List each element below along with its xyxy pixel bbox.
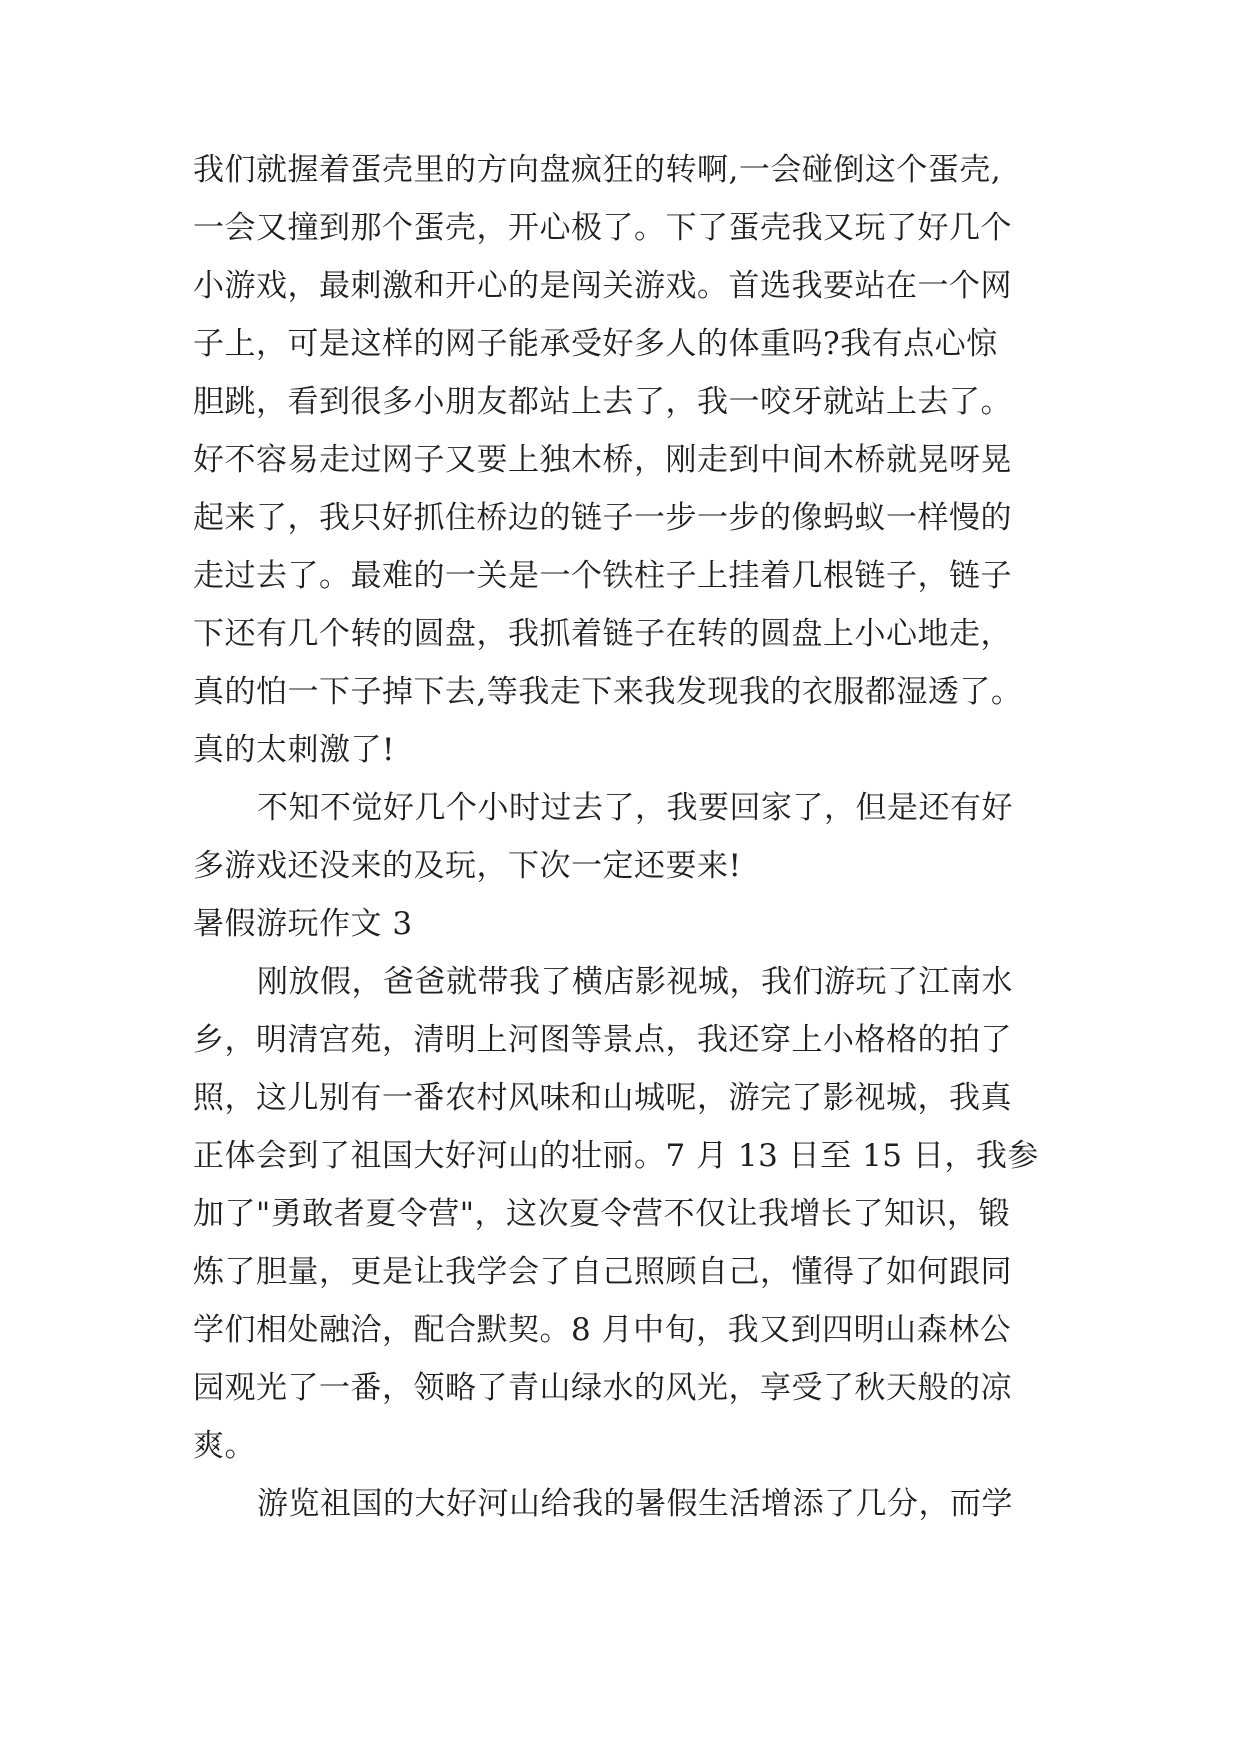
- text-line: 乡，明清宫苑，清明上河图等景点，我还穿上小格格的拍了: [193, 1022, 1012, 1058]
- text-line: 爽。: [193, 1428, 256, 1464]
- text-line: 一会又撞到那个蛋壳，开心极了。下了蛋壳我又玩了好几个: [193, 210, 1012, 246]
- text-line: 子上，可是这样的网子能承受好多人的体重吗?我有点心惊: [193, 326, 998, 362]
- text-line: 真的怕一下子掉下去,等我走下来我发现我的衣服都湿透了。: [193, 674, 1023, 710]
- text-line: 我们就握着蛋壳里的方向盘疯狂的转啊,一会碰倒这个蛋壳,: [193, 152, 1002, 188]
- text-line: 炼了胆量，更是让我学会了自己照顾自己，懂得了如何跟同: [193, 1254, 1012, 1290]
- text-line: 小游戏，最刺激和开心的是闯关游戏。首选我要站在一个网: [193, 268, 1012, 304]
- text-line: 下还有几个转的圆盘，我抓着链子在转的圆盘上小心地走，: [193, 616, 1012, 652]
- text-line: 多游戏还没来的及玩，下次一定还要来!: [193, 848, 742, 884]
- text-line: 好不容易走过网子又要上独木桥，刚走到中间木桥就晃呀晃: [193, 442, 1012, 478]
- paragraph-first-line: 不知不觉好几个小时过去了，我要回家了，但是还有好: [257, 790, 1013, 826]
- section-title: 暑假游玩作文 3: [193, 906, 413, 942]
- text-line: 照，这儿别有一番农村风味和山城呢，游完了影视城，我真: [193, 1080, 1012, 1116]
- text-line: 学们相处融洽，配合默契。8 月中旬，我又到四明山森林公: [193, 1312, 1012, 1348]
- text-line: 正体会到了祖国大好河山的壮丽。7 月 13 日至 15 日，我参: [193, 1138, 1039, 1174]
- text-line: 胆跳，看到很多小朋友都站上去了，我一咬牙就站上去了。: [193, 384, 1012, 420]
- text-line: 园观光了一番，领略了青山绿水的风光，享受了秋天般的凉: [193, 1370, 1012, 1406]
- paragraph-first-line: 游览祖国的大好河山给我的暑假生活增添了几分，而学: [257, 1486, 1013, 1522]
- text-line: 走过去了。最难的一关是一个铁柱子上挂着几根链子，链子: [193, 558, 1012, 594]
- text-line: 加了"勇敢者夏令营"，这次夏令营不仅让我增长了知识，锻: [193, 1196, 1011, 1232]
- text-line: 真的太刺激了!: [193, 732, 395, 768]
- paragraph-first-line: 刚放假，爸爸就带我了横店影视城，我们游玩了江南水: [257, 964, 1013, 1000]
- text-line: 起来了，我只好抓住桥边的链子一步一步的像蚂蚁一样慢的: [193, 500, 1012, 536]
